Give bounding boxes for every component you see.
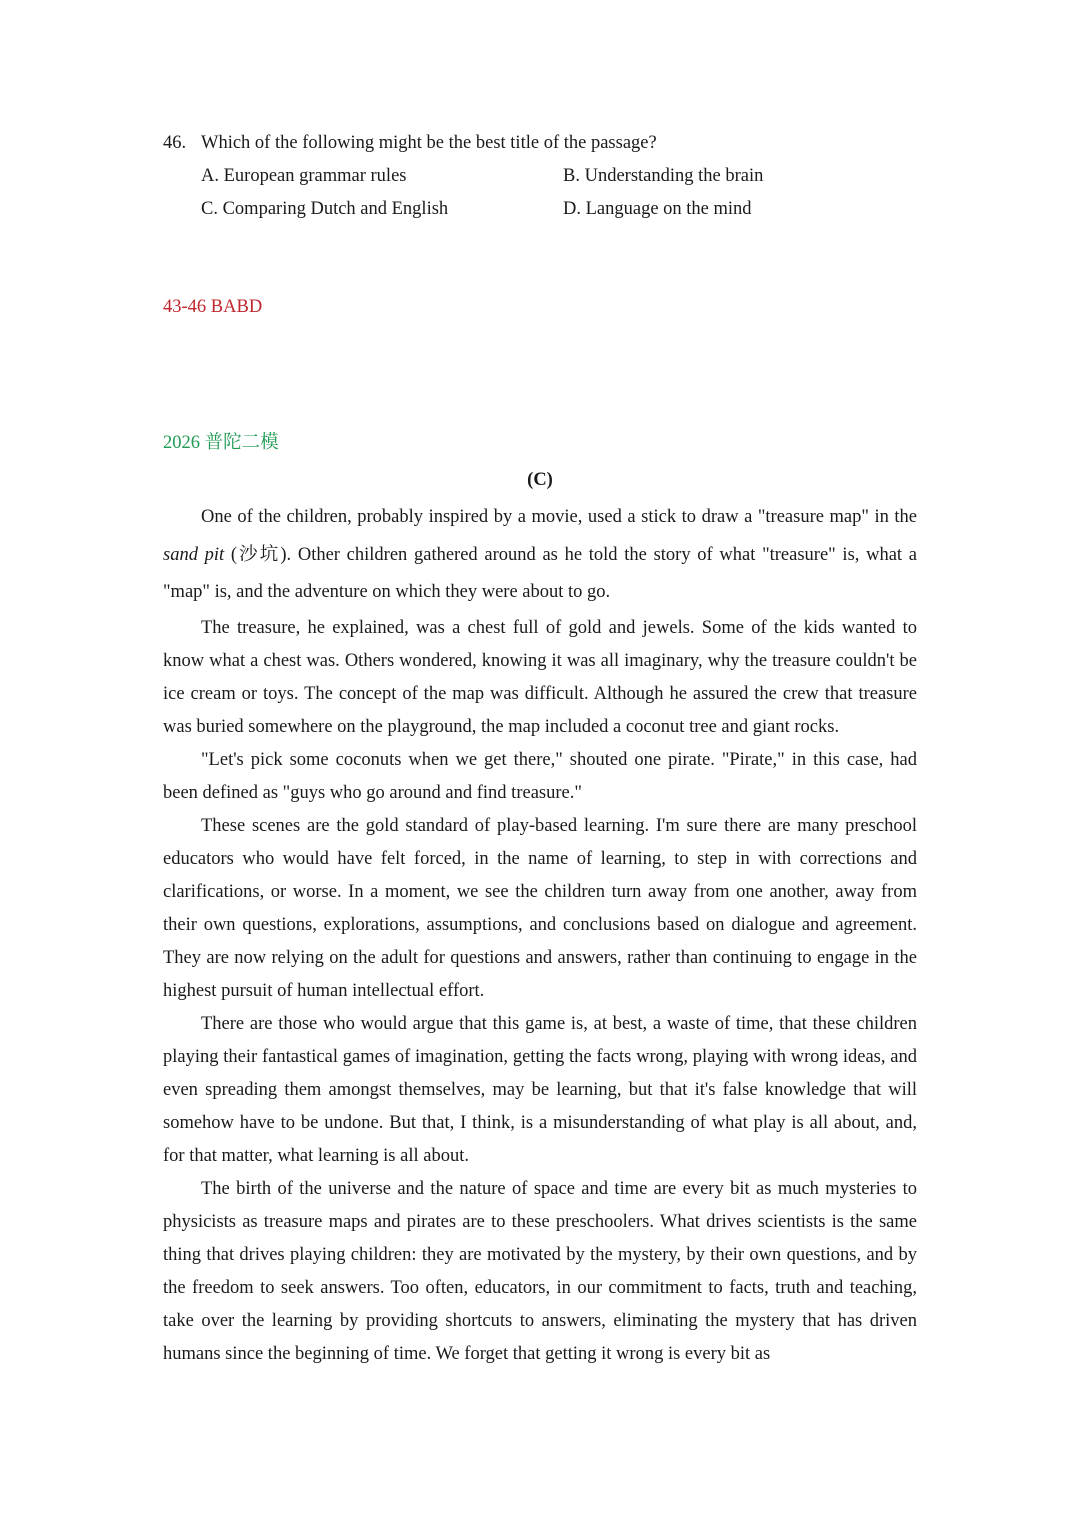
section-label: (C): [527, 470, 553, 490]
answer-key: 43-46 BABD: [163, 297, 263, 317]
question-46: [163, 129, 923, 223]
option-b: B. Understanding the brain: [563, 166, 764, 186]
glossed-term: sand pit: [163, 544, 225, 565]
reading-passage: [163, 499, 917, 1371]
paragraph-4: These scenes are the gold standard of play-based learning. I'm sure there are many preschool educators who would have felt forced, in the name of learning, to step in with corrections and clarifications, or worse. In a moment, we see the children turn away from one another, away from their own questions, explorations, assumptions, and conclusions based on dialogue and agreement. They are now relying on the adult for questions and answers, rather than continuing to engage in the highest pursuit of human intellectual effort.: [163, 815, 917, 1001]
answer-options: [201, 162, 923, 223]
option-d: D. Language on the mind: [563, 199, 752, 219]
paragraph-5: There are those who would argue that this game is, at best, a waste of time, that these children playing their fantastical games of imagination, getting the facts wrong, playing with wrong ideas, and even spreading them amongst themselves, may be learning, but that it's false knowledge that will somehow have to be undone. But that, I think, is a misunderstanding of what play is all about, and, for that matter, what learning is all about.: [163, 1013, 917, 1166]
paragraph-2: The treasure, he explained, was a chest full of gold and jewels. Some of the kids wanted to know what a chest was. Others wondered, knowing it was all imaginary, why the treasure couldn't be ice cream or toys. The concept of the map was difficult. Although he assured the crew that treasure was buried somewhere on the playground, the map included a coconut tree and giant rocks.: [163, 617, 917, 737]
option-c: C. Comparing Dutch and English: [201, 199, 449, 219]
paragraph-1-part-1: One of the children, probably inspired by a movie, used a stick to draw a "treasure map" in the: [201, 507, 917, 527]
question-number: 46.: [163, 133, 187, 153]
paragraph-3: "Let's pick some coconuts when we get there," shouted one pirate. "Pirate," in this case, had been defined as "guys who go around and find treasure.": [163, 749, 917, 803]
question-stem-row: [163, 129, 923, 157]
paragraph-1: [163, 499, 917, 612]
exam-source-tag: 2026 普陀二模: [163, 433, 279, 453]
question-stem: Which of the following might be the best title of the passage?: [201, 133, 657, 153]
paragraph-1-part-2: (沙坑). Other children gathered around as he told the story of what "treasure" is, what a "map" is, and the adventure on which they were about to go.: [163, 544, 917, 602]
option-a: A. European grammar rules: [201, 166, 407, 186]
paragraph-6: The birth of the universe and the nature of space and time are every bit as much mysteries to physicists as treasure maps and pirates are to these preschoolers. What drives scientists is the same thing that drives playing children: they are motivated by the mystery, by their own questions, and by the freedom to seek answers. Too often, educators, in our commitment to facts, truth and teaching, take over the learning by providing shortcuts to answers, eliminating the mystery that has driven humans since the beginning of time. We forget that getting it wrong is every bit as: [163, 1178, 917, 1364]
